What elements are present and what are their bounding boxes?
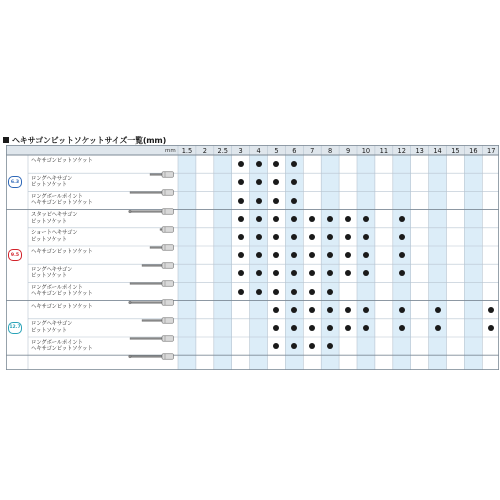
size-header: 9 [345, 147, 351, 155]
availability-dot [345, 325, 351, 331]
row-label-line: ビットソケット [31, 218, 67, 225]
row-label [31, 267, 72, 280]
availability-dot [345, 307, 351, 313]
availability-dot [238, 216, 244, 222]
availability-dot [363, 216, 369, 222]
availability-dot [399, 234, 405, 240]
column-tint [214, 155, 232, 370]
column-tint [285, 155, 303, 370]
size-header: 14 [433, 147, 442, 155]
row-label-line: ヘキサゴンビットソケット [31, 291, 93, 298]
row-label-line: ビットソケット [31, 182, 67, 189]
availability-dot [256, 270, 262, 276]
availability-dot [256, 234, 262, 240]
size-header: 17 [487, 147, 496, 155]
size-header: 2.5 [217, 147, 228, 155]
column-tint [357, 155, 375, 370]
size-header: 1.5 [181, 147, 193, 155]
availability-dot [363, 252, 369, 258]
row-label-line: スタッビヘキサゴン [31, 212, 78, 219]
row-label [31, 230, 77, 243]
row-label-line: ロングヘキサゴン [31, 321, 73, 328]
availability-dot [435, 325, 441, 331]
availability-dot [399, 325, 405, 331]
availability-dot [256, 252, 262, 258]
row-label [31, 304, 93, 311]
row-label-line: ヘキサゴンビットソケット [31, 158, 93, 165]
availability-dot [256, 289, 262, 295]
size-header: 16 [469, 147, 478, 155]
column-tint [178, 155, 196, 370]
row-label [31, 340, 93, 353]
row-label-line: ロングヘキサゴン [31, 266, 73, 273]
row-label [31, 321, 72, 334]
size-header: 8 [328, 147, 333, 155]
row-label-line: ビットソケット [31, 273, 67, 280]
size-header: 3 [238, 147, 243, 155]
long-ballpoint-bit-socket-icon [122, 291, 174, 310]
row-label-line: ロングボールポイント [31, 339, 83, 346]
drive-size-badge: 9.5 [8, 249, 22, 261]
availability-dot [363, 325, 369, 331]
row-label [31, 194, 93, 207]
size-header: 7 [310, 147, 315, 155]
size-header: 4 [256, 147, 261, 155]
availability-dot [273, 198, 279, 204]
size-header: 11 [379, 147, 389, 155]
long-bit-socket-icon [122, 181, 174, 200]
availability-dot [309, 307, 315, 313]
unit-label: mm [165, 148, 176, 154]
availability-dot [256, 179, 262, 185]
availability-dot [309, 216, 315, 222]
row-label-line: ロングボールポイント [31, 193, 83, 200]
availability-dot [238, 179, 244, 185]
size-header: 10 [361, 147, 371, 155]
availability-dot [327, 234, 333, 240]
availability-dot [363, 307, 369, 313]
long-bit-socket-icon [122, 272, 174, 291]
long-ballpoint-bit-socket-icon [122, 200, 174, 219]
size-header: 5 [274, 147, 279, 155]
availability-dot [327, 289, 333, 295]
availability-dot [291, 198, 297, 204]
size-header: 6 [292, 147, 297, 155]
column-tint [429, 155, 447, 370]
size-header: 12 [397, 147, 406, 155]
row-label-line: ビットソケット [31, 236, 67, 243]
availability-dot [345, 234, 351, 240]
drive-size-badge: 6.3 [8, 176, 22, 188]
availability-dot [238, 270, 244, 276]
availability-dot [256, 198, 262, 204]
availability-dot [363, 234, 369, 240]
availability-dot [291, 289, 297, 295]
row-label-line: ロングボールポイント [31, 284, 83, 291]
size-header: 13 [415, 147, 424, 155]
row-label-line: ヘキサゴンビットソケット [31, 249, 93, 256]
availability-dot [238, 234, 244, 240]
square-bullet-icon [3, 137, 9, 143]
availability-dot [256, 216, 262, 222]
availability-dot [399, 252, 405, 258]
availability-dot [327, 216, 333, 222]
long-bit-socket-icon [122, 327, 174, 346]
size-table [6, 145, 499, 370]
row-label-line: ヘキサゴンビットソケット [31, 346, 93, 353]
bit-socket-icon [122, 309, 174, 328]
row-label-line: ヘキサゴンビットソケット [31, 200, 93, 207]
row-label [31, 212, 77, 225]
row-label-line: ビットソケット [31, 327, 67, 334]
row-label [31, 158, 93, 165]
row-label [31, 249, 93, 256]
size-header: 2 [202, 147, 207, 155]
long-ballpoint-bit-socket-icon [122, 345, 174, 364]
availability-dot [345, 216, 351, 222]
row-label [31, 176, 72, 189]
short-bit-socket-icon [122, 236, 174, 255]
short-bit-socket-icon [122, 163, 174, 182]
stubby-bit-socket-icon [122, 218, 174, 237]
column-tint [464, 155, 482, 370]
size-header: 15 [451, 147, 460, 155]
drive-size-badge: 12.7 [8, 322, 22, 334]
availability-dot [309, 289, 315, 295]
availability-dot [488, 307, 494, 313]
row-label-line: ロングヘキサゴン [31, 175, 73, 182]
availability-dot [327, 325, 333, 331]
row-label-line: ヘキサゴンビットソケット [31, 303, 93, 310]
availability-dot [238, 161, 244, 167]
availability-dot [238, 252, 244, 258]
column-tint [321, 155, 339, 370]
column-tint [393, 155, 411, 370]
availability-dot [399, 307, 405, 313]
column-tint [250, 155, 268, 370]
bit-socket-icon [122, 254, 174, 273]
availability-dot [238, 198, 244, 204]
availability-dot [435, 307, 441, 313]
availability-dot [238, 289, 244, 295]
availability-dot [327, 307, 333, 313]
availability-dot [273, 289, 279, 295]
availability-dot [256, 161, 262, 167]
table-grid [6, 145, 499, 370]
row-label [31, 285, 93, 298]
row-label-line: ショートヘキサゴン [31, 230, 78, 237]
title-text: ヘキサゴンビットソケットサイズ一覧(mm) [12, 136, 167, 145]
availability-dot [399, 216, 405, 222]
